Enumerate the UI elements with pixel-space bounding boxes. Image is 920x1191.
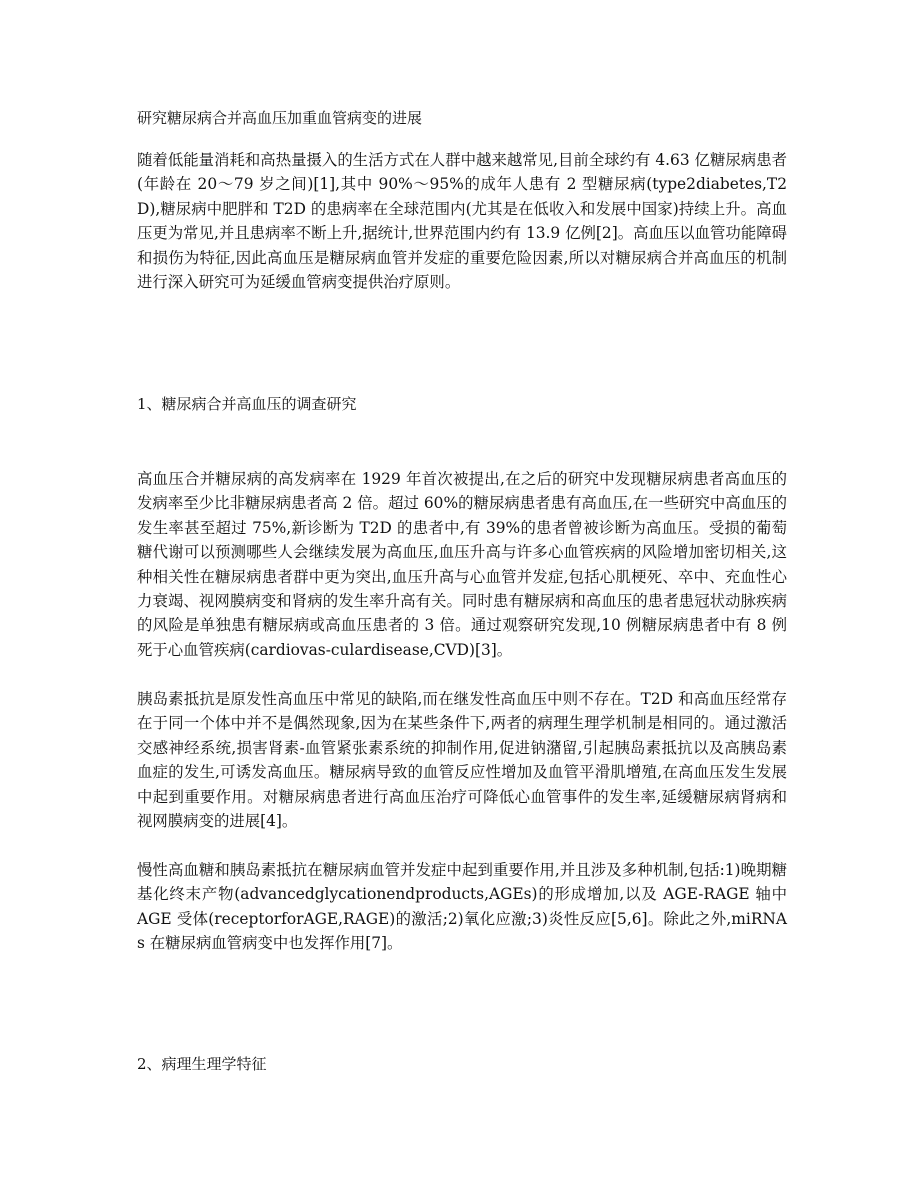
section-1-paragraph-3: 慢性高血糖和胰岛素抵抗在糖尿病血管并发症中起到重要作用,并且涉及多种机制,包括:1)晚期糖基化终末产物(advancedglycationendproducts,AGEs)的形成增加,以及 AGE-RAGE 轴中 AGE 受体(receptorforAGE,RAGE)的激活;2)氧化应激;3)炎性反应[5,6]。除此之外,miRNAs 在糖尿病血管病变中也发挥作用[7]。 — [137, 861, 787, 953]
section-1-heading: 1、糖尿病合并高血压的调查研究 — [137, 395, 357, 413]
section-1-paragraph-1: 高血压合并糖尿病的高发病率在 1929 年首次被提出,在之后的研究中发现糖尿病患者高血压的发病率至少比非糖尿病患者高 2 倍。超过 60%的糖尿病患者患有高血压,在一些研究中高血压的发生率甚至超过 75%,新诊断为 T2D 的患者中,有 39%的患者曾被诊断为高血压。受损的葡萄糖代谢可以预测哪些人会继续发展为高血压,血压升高与许多心血管疾病的风险增加密切相关,这种相关性在糖尿病患者群中更为突出,血压升高与心血管并发症,包括心肌梗死、卒中、充血性心力衰竭、视网膜病变和肾病的发生率升高有关。同时患有糖尿病和高血压的患者患冠状动脉疾病的风险是单独患有糖尿病或高血压患者的 3 倍。通过观察研究发现,10 例糖尿病患者中有 8 例死于心血管疾病(cardiovas-culardisease,CVD)[3]。 — [137, 470, 787, 659]
section-1-paragraph-2: 胰岛素抵抗是原发性高血压中常见的缺陷,而在继发性高血压中则不存在。T2D 和高血压经常存在于同一个体中并不是偶然现象,因为在某些条件下,两者的病理生理学机制是相同的。通过激活交感神经系统,损害肾素-血管紧张素系统的抑制作用,促进钠潴留,引起胰岛素抵抗以及高胰岛素血症的发生,可诱发高血压。糖尿病导致的血管反应性增加及血管平滑肌增殖,在高血压发生发展中起到重要作用。对糖尿病患者进行高血压治疗可降低心血管事件的发生率,延缓糖尿病肾病和视网膜病变的进展[4]。 — [137, 690, 787, 831]
section-2-heading: 2、病理生理学特征 — [137, 1055, 267, 1073]
intro-paragraph: 随着低能量消耗和高热量摄入的生活方式在人群中越来越常见,目前全球约有 4.63 亿糖尿病患者(年龄在 20～79 岁之间)[1],其中 90%～95%的成年人患有 2 型糖尿病(type2diabetes,T2D),糖尿病中肥胖和 T2D 的患病率在全球范围内(尤其是在低收入和发展中国家)持续上升。高血压更为常见,并且患病率不断上升,据统计,世界范围内约有 13.9 亿例[2]。高血压以血管功能障碍和损伤为特征,因此高血压是糖尿病血管并发症的重要危险因素,所以对糖尿病合并高血压的机制进行深入研究可为延缓血管病变提供治疗原则。 — [137, 151, 787, 292]
document-title: 研究糖尿病合并高血压加重血管病变的进展 — [137, 109, 423, 127]
